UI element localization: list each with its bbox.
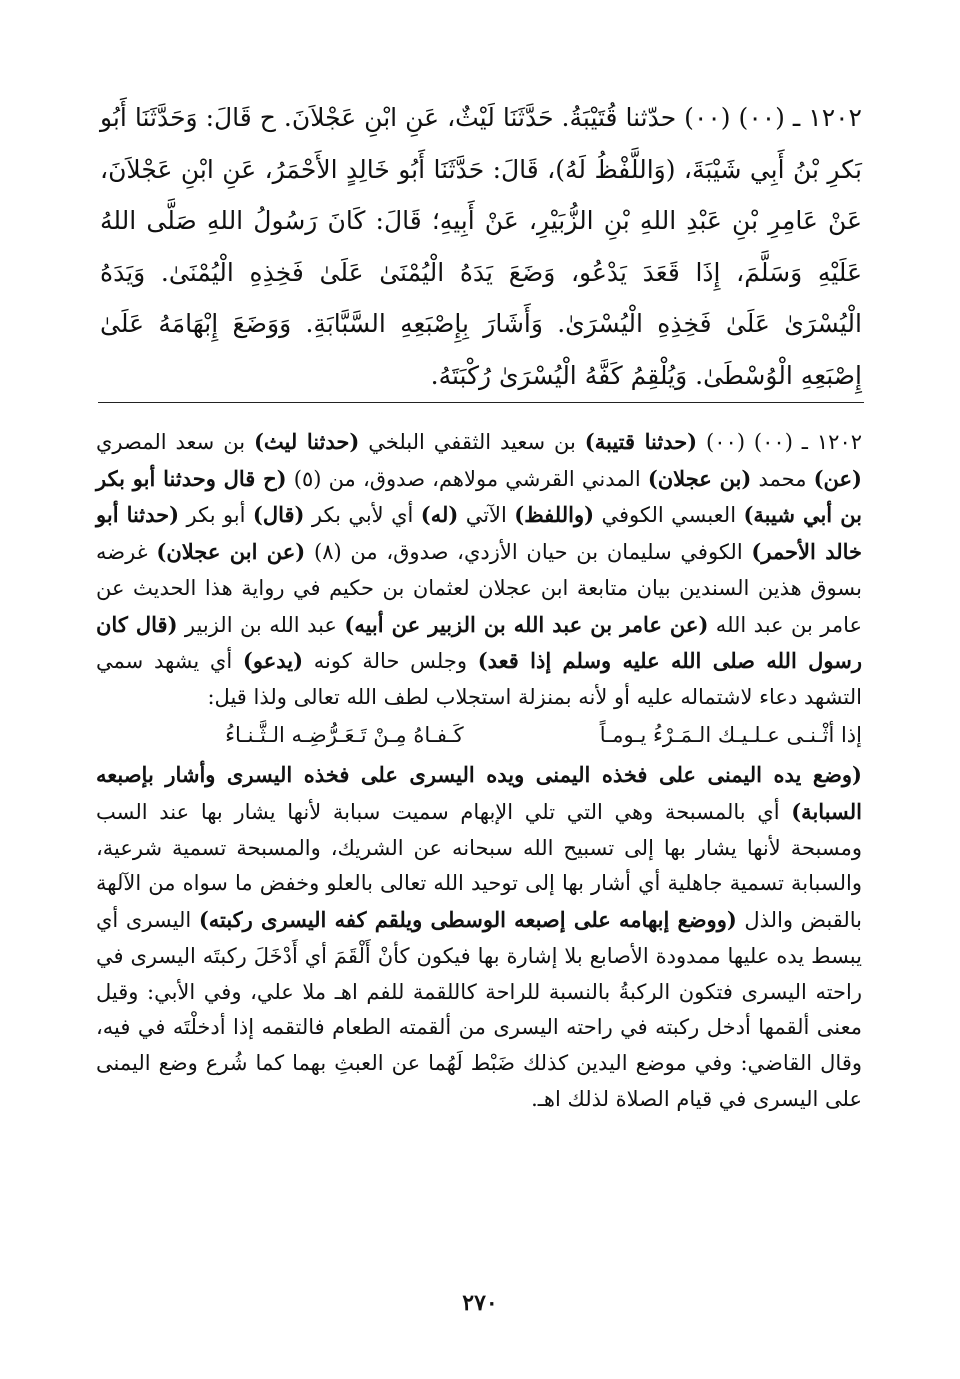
- commentary-text: غرضه بسوق هذين السندين بيان متابعة ابن عجلان لعثمان بن حكيم في رواية هذا الحديث عن عامر بن عبد الله: [96, 540, 863, 637]
- commentary-text: اليسرى أي يبسط يده عليها ممدودة الأصابع بلا إشارة بها فيكون كأنْ أَلْقَمَ أي أَدْخَلَ ركبتَه اليسرى في راحته اليسرى فتكون الركبةُ بالنسبة للراحة كاللقمة للفم اهـ ملا علي، وفي الأبي: وقيل معنى ألقمها أدخل ركبته في راحته اليسرى من ألقمته الطعام فالتقمه إذا أدخلْتَه في فيه، وقال القاضي: وفي موضع اليدين كذلك ضَبْط لَهُما عن العبثِ بهما كما شُرع وضع اليمنى على اليسرى في قيام الصلاة لذلك اهـ.: [96, 908, 863, 1111]
- verse-first-hemistich: إذا أثْـنـى عـلـيـك الـمَـرْءُ يـومـاً: [599, 722, 862, 747]
- bold-quoted-matn: (قال كان رسول الله صلى الله عليه وسلم إذا قعد): [96, 611, 862, 674]
- page-number: ٢٧٠: [462, 1290, 498, 1316]
- commentary-text: وجلس حالة كونه: [303, 649, 478, 674]
- commentary-text: أي لأبي بكر: [304, 503, 421, 528]
- bold-quoted-matn: (عن): [813, 465, 862, 491]
- commentary-text: الآتي: [458, 503, 515, 528]
- bold-quoted-matn: (قال): [252, 502, 305, 528]
- commentary-text: محمد: [751, 466, 814, 491]
- commentary-text: أبو بكر: [179, 503, 253, 528]
- bold-quoted-matn: (عن ابن عجلان): [156, 539, 306, 565]
- bold-quoted-matn: (ح قال وحدثنا أبو بكر بن أبي شيبة): [96, 465, 863, 528]
- bold-quoted-matn: (ووضع إبهامه على إصبعه الوسطى ويلقم كفه اليسرى ركبته): [198, 907, 737, 933]
- commentary-text: ١٢٠٢ ـ (٠٠) (٠٠): [697, 430, 863, 454]
- verse-second-hemistich: كَـفـاهُ مِـنْ تَـعَـرُّضِـه الـثَّـنـاءُ: [225, 722, 464, 747]
- commentary-paragraph-1: [96, 424, 862, 716]
- footnote-divider: [98, 402, 864, 403]
- commentary-text: أي يشهد سمي التشهد دعاء لاشتماله عليه أو لأنه بمنزلة استجلاب لطف الله تعالى ولذا قيل:: [96, 649, 862, 709]
- commentary-text: العبسي الكوفي: [594, 503, 744, 528]
- bold-quoted-matn: (له): [420, 502, 459, 528]
- commentary-text: الكوفي سليمان بن حيان الأزدي، صدوق، من (٨): [305, 540, 752, 565]
- commentary-text: أي بالمسبحة وهي التي تلي الإبهام سميت سبابة لأنها يشار بها عند السب ومسبحة لأنها يشار بها إلى تسبيح الله سبحانه عن الشريك، والمسبحة تسمية شرعية، والسبابة تسمية جاهلية أي أشار بها إلى توحيد الله تعالى بالعلو وخفض ما سواه من الآلهة بالقبض والذل: [96, 800, 862, 933]
- bold-quoted-matn: (حدثنا قتيبة): [584, 429, 698, 454]
- bold-quoted-matn: (عن عامر بن عبد الله بن الزبير عن أبيه): [344, 611, 709, 637]
- hadith-paragraph: ١٢٠٢ ـ (٠٠) (٠٠) حدّثنا قُتَيْبَةُ. حَدَّثَنَا لَيْثٌ، عَنِ ابْنِ عَجْلاَنَ. ح قَالَ: وَحَدَّثَنَا أَبُو بَكرِ بْنُ أَبِي شَيْبَةَ، (وَاللَّفْظُ لَهُ)، قَالَ: حَدَّثَنَا أَبُو خَالِدٍ الأَحْمَرُ، عَنِ ابْنِ عَجْلاَنَ، عَنْ عَامِرِ بْنِ عَبْدِ اللهِ بْنِ الزُّبَيْرِ، عَنْ أَبِيهِ؛ قَالَ: كَانَ رَسُولُ اللهِ صَلَّى اللهُ عَلَيْهِ وَسَلَّمَ، إِذَا قَعَدَ يَدْعُو، وَضَعَ يَدَهُ الْيُمْنَىٰ عَلَىٰ فَخِذِهِ الْيُمْنَىٰ. وَيَدَهُ الْيُسْرَىٰ عَلَىٰ فَخِذِهِ الْيُسْرَىٰ. وَأَشَارَ بِإِصْبَعِهِ السَّبَّابَةِ. وَوَضَعَ إِبْهَامَهُ عَلَىٰ إِصْبَعِهِ الْوُسْطَىٰ. وَيُلْقِمُ كَفَّهُ الْيُسْرَىٰ رُكْبَتَهُ.: [100, 103, 862, 390]
- bold-quoted-matn: (وضع يده اليمنى على فخذه اليمنى ويده اليسرى على فخذه اليسرى وأشار بإصبعه السبابة): [96, 762, 862, 825]
- commentary-text: المدني القرشي مولاهم، صدوق، من (٥): [286, 466, 648, 491]
- bold-quoted-matn: (حدثنا أبو خالد الأحمر): [96, 502, 863, 565]
- bold-quoted-matn: (يدعو): [242, 648, 304, 674]
- bold-quoted-matn: (حدثنا ليث): [253, 429, 360, 454]
- commentary-text: بن سعيد الثقفي البلخي: [359, 430, 585, 454]
- hadith-text-block: [100, 92, 862, 401]
- poetry-verse: [96, 718, 862, 754]
- commentary-block: [96, 424, 862, 1117]
- bold-quoted-matn: (بن عجلان): [647, 465, 752, 491]
- commentary-text: بن سعد المصري: [96, 430, 254, 454]
- bold-quoted-matn: (واللفظ): [514, 502, 595, 528]
- commentary-paragraph-2: [96, 757, 862, 1117]
- commentary-text: عبد الله بن الزبير: [177, 612, 345, 637]
